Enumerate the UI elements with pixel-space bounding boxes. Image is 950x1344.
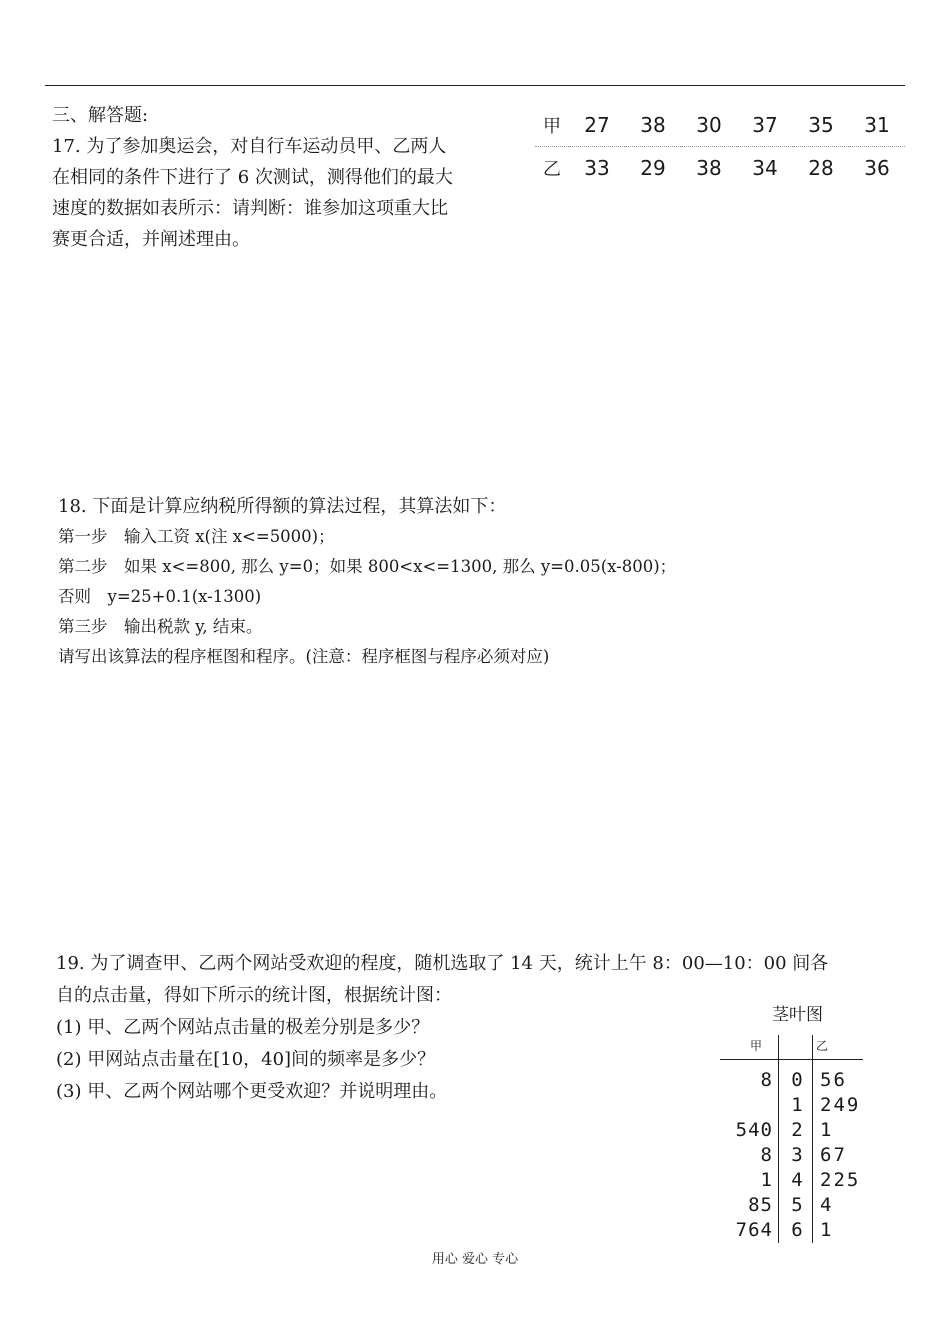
stem: 5 [791, 1194, 803, 1216]
table-cell: 30 [681, 104, 737, 147]
table-cell: 36 [864, 156, 890, 180]
table-cell: 29 [640, 156, 666, 180]
q17-line-3: 速度的数据如表所示：请判断：谁参加这项重大比 [52, 198, 448, 219]
right-leaves: 4 [820, 1194, 834, 1216]
q18-otherwise: 否则 y=25+0.1(x-1300) [58, 587, 262, 606]
right-leaves: 1 [820, 1219, 834, 1241]
left-leaves: 540 [735, 1119, 773, 1141]
left-header: 甲 [750, 1039, 763, 1053]
right-header: 乙 [816, 1039, 829, 1053]
row-name: 乙 [543, 159, 561, 180]
stem: 1 [791, 1094, 803, 1116]
q17-line-4: 赛更合适，并阐述理由。 [52, 229, 250, 250]
section-title: 三、解答题: [52, 105, 149, 126]
speed-table [535, 104, 905, 189]
table-cell: 33 [584, 156, 610, 180]
stem-row [720, 1169, 865, 1193]
left-leaves: 1 [760, 1169, 773, 1191]
right-leaves: 1 [820, 1119, 834, 1141]
left-leaves: 85 [748, 1194, 773, 1216]
stem-leaf-plot [720, 1035, 865, 1245]
row-name: 甲 [535, 104, 569, 147]
stem-row [720, 1069, 865, 1093]
stem-row [720, 1194, 865, 1218]
right-leaves: 67 [820, 1144, 847, 1166]
table-cell: 38 [696, 156, 722, 180]
q18-instruction: 请写出该算法的程序框图和程序。(注意：程序框图与程序必须对应) [58, 647, 550, 666]
q17-line-1: 17. 为了参加奥运会，对自行车运动员甲、乙两人 [52, 136, 447, 157]
table-cell: 27 [569, 104, 625, 147]
stem-row [720, 1094, 865, 1118]
left-leaves: 764 [735, 1219, 773, 1241]
stem-row [720, 1119, 865, 1143]
question-17 [52, 100, 453, 255]
table-cell: 31 [849, 104, 905, 147]
table-cell: 38 [625, 104, 681, 147]
q18-title: 18. 下面是计算应纳税所得额的算法过程，其算法如下： [58, 496, 507, 517]
table-cell: 35 [793, 104, 849, 147]
right-leaves: 249 [820, 1094, 861, 1116]
q17-line-2: 在相同的条件下进行了 6 次测试，测得他们的最大 [52, 167, 453, 188]
question-18 [58, 492, 676, 672]
table-cell: 34 [752, 156, 778, 180]
right-leaves: 56 [820, 1069, 847, 1091]
header-rule [45, 85, 905, 86]
stem: 3 [791, 1144, 803, 1166]
table-cell: 28 [808, 156, 834, 180]
q19-part-3: (3) 甲、乙两个网站哪个更受欢迎？并说明理由。 [56, 1081, 448, 1102]
left-leaves: 8 [760, 1144, 773, 1166]
q18-step-1: 第一步 输入工资 x(注 x<=5000)； [58, 527, 335, 546]
left-leaves: 8 [760, 1069, 773, 1091]
table-row-jia [535, 104, 905, 147]
q19-line-2: 自的点击量，得如下所示的统计图，根据统计图： [56, 985, 452, 1006]
q19-part-2: (2) 甲网站点击量在[10，40]间的频率是多少？ [56, 1049, 436, 1070]
right-leaves: 225 [820, 1169, 861, 1191]
table-row-yi [535, 147, 905, 190]
stem: 0 [791, 1069, 803, 1091]
page-footer: 用心 爱心 专心 [431, 1252, 519, 1267]
question-19 [56, 948, 828, 1108]
q18-step-3: 第三步 输出税款 y, 结束。 [58, 617, 263, 636]
header-line [720, 1059, 863, 1060]
stem: 4 [791, 1169, 803, 1191]
stem-leaf-title: 茎叶图 [772, 1005, 823, 1025]
stem: 2 [791, 1119, 803, 1141]
stem-row [720, 1144, 865, 1168]
q19-line-1: 19. 为了调查甲、乙两个网站受欢迎的程度，随机选取了 14 天，统计上午 8：00—10：00 间各 [56, 953, 829, 974]
q18-step-2: 第二步 如果 x<=800, 那么 y=0；如果 800<x<=1300, 那么 y=0.05(x-800)； [58, 557, 677, 576]
stem: 6 [791, 1219, 803, 1241]
table-cell: 37 [737, 104, 793, 147]
q19-part-1: (1) 甲、乙两个网站点击量的极差分别是多少？ [56, 1017, 430, 1038]
stem-row [720, 1219, 865, 1243]
